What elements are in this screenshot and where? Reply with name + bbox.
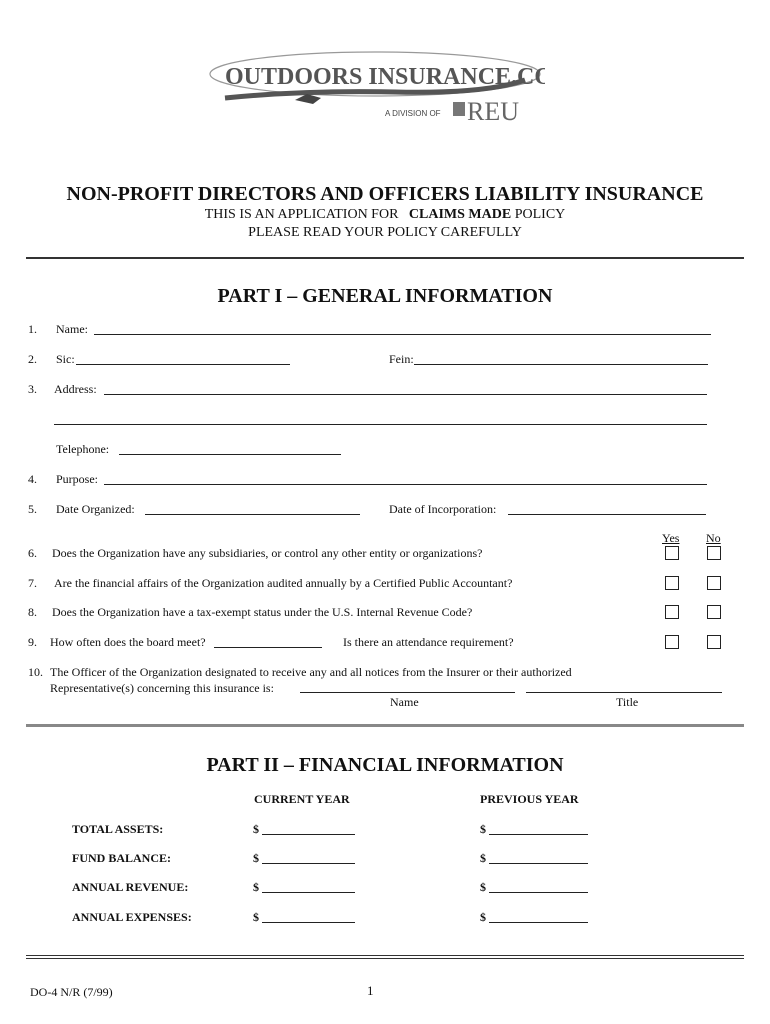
address-field[interactable] (104, 394, 707, 395)
currency-symbol: $ (253, 880, 259, 894)
q6-label: Does the Organization have any subsidiaries, or control any other entity or organizations? (52, 546, 483, 560)
read-policy-notice: PLEASE READ YOUR POLICY CAREFULLY (248, 225, 522, 240)
yes-column-header: Yes (662, 531, 680, 545)
form-title: NON-PROFIT DIRECTORS AND OFFICERS LIABILITY INSURANCE (66, 183, 704, 205)
total-assets-label: TOTAL ASSETS: (72, 822, 164, 836)
officer-name-caption: Name (390, 695, 419, 709)
logo-brand-text: OUTDOORS INSURANCE.COM (225, 64, 545, 90)
currency-symbol: $ (253, 851, 259, 865)
logo-division-text: A DIVISION OF (385, 109, 441, 118)
currency-symbol: $ (480, 880, 486, 894)
q7-number: 7. (28, 576, 37, 590)
name-field[interactable] (94, 334, 711, 335)
q10-line2: Representative(s) concerning this insurance is: (50, 681, 274, 695)
currency-symbol: $ (253, 822, 259, 836)
address-field-line2[interactable] (54, 424, 707, 425)
fund-balance-label: FUND BALANCE: (72, 851, 171, 865)
q6-number: 6. (28, 546, 37, 560)
q8-number: 8. (28, 605, 37, 619)
total-assets-current-field[interactable] (262, 834, 355, 835)
annual-expenses-previous-field[interactable] (489, 922, 588, 923)
part1-title: PART I – GENERAL INFORMATION (217, 285, 553, 307)
q8-no-checkbox[interactable] (707, 605, 721, 619)
q9-number: 9. (28, 635, 37, 649)
fund-balance-previous-field[interactable] (489, 863, 588, 864)
form-id: DO-4 N/R (7/99) (30, 985, 113, 999)
currency-symbol: $ (480, 851, 486, 865)
q7-yes-checkbox[interactable] (665, 576, 679, 590)
footer-divider-top (26, 955, 744, 956)
q2-label: Sic: (56, 352, 75, 366)
q4-number: 4. (28, 472, 37, 486)
currency-symbol: $ (253, 910, 259, 924)
fein-label: Fein: (389, 352, 414, 366)
q5-label: Date Organized: (56, 502, 135, 516)
officer-title-caption: Title (616, 695, 639, 709)
currency-symbol: $ (480, 822, 486, 836)
company-logo (205, 40, 545, 130)
q10-line1: The Officer of the Organization designated to receive any and all notices from the Insurer or their authorized (50, 665, 572, 679)
date-incorporation-field[interactable] (508, 514, 706, 515)
q5-number: 5. (28, 502, 37, 516)
telephone-field[interactable] (119, 454, 341, 455)
q10-number: 10. (28, 665, 43, 679)
part2-title: PART II – FINANCIAL INFORMATION (206, 754, 564, 776)
fund-balance-current-field[interactable] (262, 863, 355, 864)
q8-yes-checkbox[interactable] (665, 605, 679, 619)
q3-label: Address: (54, 382, 97, 396)
annual-revenue-current-field[interactable] (262, 892, 355, 893)
no-column-header: No (706, 531, 721, 545)
q4-label: Purpose: (56, 472, 98, 486)
part1-divider (26, 724, 744, 727)
footer-divider-bottom (26, 958, 744, 959)
telephone-label: Telephone: (56, 442, 110, 456)
sic-field[interactable] (76, 364, 290, 365)
q1-label: Name: (56, 322, 88, 336)
annual-expenses-label: ANNUAL EXPENSES: (72, 910, 192, 924)
q9-label: How often does the board meet? (50, 635, 206, 649)
attendance-label: Is there an attendance requirement? (343, 635, 514, 649)
q6-no-checkbox[interactable] (707, 546, 721, 560)
q7-label: Are the financial affairs of the Organization audited annually by a Certified Public Accountant? (54, 576, 513, 590)
officer-title-field[interactable] (526, 692, 722, 693)
page-number: 1 (367, 983, 374, 998)
officer-name-field[interactable] (300, 692, 515, 693)
currency-symbol: $ (480, 910, 486, 924)
policy-type-prefix: THIS IS AN APPLICATION FOR (204, 207, 399, 222)
annual-revenue-label: ANNUAL REVENUE: (72, 880, 189, 894)
q3-number: 3. (28, 382, 37, 396)
logo-parent-text: REU (467, 97, 519, 126)
current-year-header: CURRENT YEAR (254, 792, 350, 806)
q2-number: 2. (28, 352, 37, 366)
total-assets-previous-field[interactable] (489, 834, 588, 835)
date-organized-field[interactable] (145, 514, 360, 515)
logo-graphic (205, 40, 545, 130)
q9-yes-checkbox[interactable] (665, 635, 679, 649)
annual-expenses-current-field[interactable] (262, 922, 355, 923)
q7-no-checkbox[interactable] (707, 576, 721, 590)
date-incorporation-label: Date of Incorporation: (389, 502, 497, 516)
q1-number: 1. (28, 322, 37, 336)
q9-no-checkbox[interactable] (707, 635, 721, 649)
policy-type-suffix: POLICY (514, 207, 566, 222)
fein-field[interactable] (414, 364, 708, 365)
header-divider (26, 257, 744, 259)
previous-year-header: PREVIOUS YEAR (480, 792, 579, 806)
annual-revenue-previous-field[interactable] (489, 892, 588, 893)
policy-type-bold: CLAIMS MADE (408, 207, 512, 222)
purpose-field[interactable] (104, 484, 707, 485)
policy-type-line (0, 207, 770, 223)
q6-yes-checkbox[interactable] (665, 546, 679, 560)
board-meet-field[interactable] (214, 647, 322, 648)
q8-label: Does the Organization have a tax-exempt status under the U.S. Internal Revenue Code? (52, 605, 473, 619)
